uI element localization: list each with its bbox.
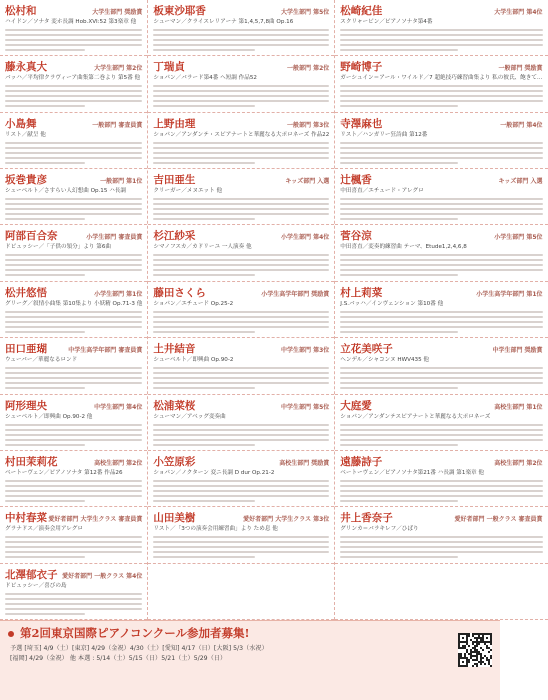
entry-header — [153, 3, 329, 18]
performer-entry — [335, 395, 547, 451]
performer-entry — [148, 282, 334, 338]
performer-name: 田口亜瑚 — [5, 343, 47, 356]
entry-header — [340, 454, 542, 469]
performer-name: 大庭愛 — [340, 399, 372, 412]
category-award: キッズ部門 入選 — [285, 178, 330, 186]
performer-entry — [335, 56, 547, 112]
category-award: 一般部門 第4位 — [500, 121, 543, 129]
category-award: 小学生部門 第4位 — [281, 234, 330, 242]
program-title: スクリャービン／ピアノソナタ第4番 — [340, 19, 433, 25]
bio-text — [153, 480, 329, 502]
performer-name: 吉田亜生 — [153, 174, 196, 187]
category-award: 大学生部門 第2位 — [94, 65, 143, 73]
program-title: ベートーヴェン／ピアノソナタ 第12番 作品26 — [5, 469, 123, 476]
category-award: 高校生部門 第2位 — [94, 459, 143, 467]
entry-header — [153, 172, 329, 187]
program-title: シューベルト／即興曲 Op.90-2 — [153, 357, 234, 364]
program-title: シューマン／アベッグ変奏曲 — [153, 413, 226, 420]
bio-text — [340, 142, 542, 164]
bio-text — [5, 142, 142, 164]
bio-text — [153, 198, 329, 220]
performer-entry — [148, 0, 334, 56]
recruitment-banner — [0, 620, 500, 700]
category-award: 愛好者部門 一般クラス 審査員賞 — [454, 516, 543, 524]
entry-header — [5, 59, 142, 74]
category-award: 小学生高学年部門 第1位 — [476, 290, 543, 298]
qr-code-icon[interactable] — [458, 633, 492, 667]
bio-text — [340, 198, 542, 220]
performer-name: 阿部百合奈 — [5, 230, 58, 243]
bio-text — [153, 424, 329, 446]
performer-entry — [0, 282, 147, 338]
bio-text — [340, 367, 542, 389]
entry-header — [340, 398, 542, 413]
bio-text — [340, 424, 542, 446]
entry-header — [340, 3, 542, 18]
bio-text — [5, 29, 142, 51]
performer-name: 小島舞 — [5, 117, 37, 130]
performer-entry — [335, 169, 547, 225]
performer-entry — [148, 225, 334, 281]
performer-entry — [335, 113, 547, 169]
program-title: リスト／献呈 他 — [5, 131, 46, 138]
program-title: ドビュッシー／「子供の領分」より 第6曲 — [5, 244, 112, 251]
category-award: 一般部門 第2位 — [287, 65, 330, 73]
bio-text — [5, 480, 142, 502]
entry-header — [5, 116, 142, 131]
performer-name: 坂巻貴彦 — [5, 174, 47, 187]
bio-text — [153, 536, 329, 558]
bio-text — [340, 29, 542, 51]
category-award: 高校生部門 奨励賞 — [279, 459, 330, 467]
recruitment-title — [8, 625, 448, 641]
program-title: ガーシュイン＝アール・ワイルド／7 超絶技巧練習曲集より 私の彼氏、飽きて… — [340, 75, 543, 82]
entry-header — [5, 3, 142, 18]
performer-entry — [148, 395, 334, 451]
category-award: 大学生部門 第4位 — [494, 9, 543, 16]
bio-text — [340, 536, 542, 558]
program-title: シューマン／クライスレリアーナ 第1,4,5,7,8曲 Op.16 — [153, 19, 294, 25]
program-title: ショパン／アンダンテ・スピアナートと華麗なる大ポロネーズ 作品22 — [153, 131, 330, 138]
entry-header — [5, 454, 142, 469]
performer-entry — [148, 113, 334, 169]
performer-name: 井上香奈子 — [340, 512, 393, 525]
performer-name: 立花美咲子 — [340, 343, 393, 356]
bio-text — [5, 593, 142, 615]
entry-header — [153, 398, 329, 413]
bio-text — [153, 142, 329, 164]
program-title: グラナドス／演奏会用アレグロ — [5, 526, 83, 533]
performer-name: 野崎博子 — [340, 61, 383, 74]
program-title: シューベルト／即興曲 Op.90-2 他 — [5, 413, 93, 420]
entry-header — [5, 510, 142, 525]
program-title: ウェーバー／華麗なるロンド — [5, 357, 78, 364]
performer-name: 板東沙耶香 — [153, 5, 206, 17]
bio-text — [153, 254, 329, 276]
entry-header — [340, 285, 542, 300]
performer-name: 松崎紀佳 — [340, 5, 383, 17]
category-award: 大学生部門 奨励賞 — [92, 9, 143, 16]
category-award: 一般部門 第3位 — [287, 121, 330, 129]
program-title: バッハ／平均律クラヴィーア曲集第二巻より 第5番 他 — [5, 75, 141, 82]
category-award: 小学生部門 第5位 — [494, 234, 543, 242]
performer-entry — [148, 564, 334, 620]
category-award: キッズ部門 入選 — [498, 178, 543, 186]
performer-entry — [0, 225, 147, 281]
category-award: 愛好者部門 大学生クラス 第3位 — [243, 516, 330, 524]
category-award: 小学生部門 審査員賞 — [86, 234, 143, 242]
performer-name: 遠藤詩子 — [340, 455, 383, 468]
performer-name: 寺澤麻也 — [340, 117, 383, 130]
entry-header — [5, 285, 142, 300]
entry-header — [340, 116, 542, 131]
category-award: 中学生高学年部門 審査員賞 — [68, 347, 143, 355]
performer-entry — [335, 282, 547, 338]
program-title: グリーグ／叙情小曲集 第10集より 小妖精 Op.71-3 他 — [5, 300, 143, 307]
performer-entry — [148, 56, 334, 112]
program-title: シマノフスカ／カドリーユ 一人演奏 他 — [153, 244, 252, 251]
program-title: シューベルト／さすらい人幻想曲 Op.15 ハ長調 — [5, 188, 126, 195]
program-title: グリンカ＝バラキレフ／ひばり — [340, 526, 419, 533]
performer-entry — [0, 0, 147, 56]
program-title: J.S.バッハ／インヴェンション 第10番 他 — [340, 300, 444, 307]
performer-name: 杉江紗采 — [153, 230, 196, 243]
entry-header — [340, 172, 542, 187]
entry-header — [340, 228, 542, 243]
recruitment-title-text: 第2回東京国際ピアノコンクール参加者募集! — [20, 626, 250, 640]
performer-name: 村田茉莉花 — [5, 455, 58, 468]
program-title: ショパン／エチュード Op.25-2 — [153, 300, 234, 307]
program-title: 中田喜直／変奏的練習曲 テーマ、Etude1,2,4,6,8 — [340, 244, 467, 251]
bio-text — [5, 536, 142, 558]
bio-text — [5, 311, 142, 333]
bullet-icon — [8, 631, 14, 637]
performer-entry — [0, 395, 147, 451]
performer-name: 松井悠悟 — [5, 286, 47, 299]
performer-entry — [335, 507, 547, 563]
category-award: 愛好者部門 大学生クラス 審査員賞 — [48, 516, 143, 524]
performer-entry — [335, 564, 547, 620]
entry-header — [153, 285, 329, 300]
performer-entry — [335, 225, 547, 281]
performer-entry — [0, 451, 147, 507]
performer-name: 北澤郁衣子 — [5, 568, 58, 581]
performer-entry — [0, 56, 147, 112]
performer-entry — [0, 507, 147, 563]
bio-text — [153, 311, 329, 333]
entry-header — [5, 228, 142, 243]
performer-name: 山田美樹 — [153, 512, 196, 525]
performer-name: 丁瑞貞 — [153, 61, 185, 74]
entry-header — [153, 341, 329, 356]
performer-name: 阿形理央 — [5, 399, 47, 412]
performer-column — [334, 0, 547, 620]
performer-name: 松村和 — [5, 5, 37, 17]
category-award: 中学生部門 奨励賞 — [492, 347, 543, 355]
entry-header — [340, 510, 542, 525]
performer-entry — [335, 338, 547, 394]
performer-name: 小笠原彩 — [153, 455, 196, 468]
category-award: 高校生部門 第2位 — [494, 459, 543, 467]
category-award: 一般部門 第1位 — [100, 178, 143, 186]
program-title: ショパン／アンダンテスピアナートと華麗なる大ポロネーズ — [340, 413, 491, 420]
program-title: リスト／ハンガリー狂詩曲 第12番 — [340, 131, 428, 138]
bio-text — [153, 85, 329, 107]
bio-text — [340, 85, 542, 107]
program-title: クリーガー／メヌエット 他 — [153, 188, 223, 195]
category-award: 一般部門 審査員賞 — [92, 121, 143, 129]
performer-entry — [148, 338, 334, 394]
performer-name: 藤永真大 — [5, 61, 47, 74]
bio-text — [5, 198, 142, 220]
bio-text — [340, 311, 542, 333]
category-award: 高校生部門 第1位 — [494, 403, 543, 411]
program-title: 中田喜直／エチュード・アレグロ — [340, 188, 424, 195]
performer-name: 上野由理 — [153, 117, 196, 130]
entry-header — [153, 59, 329, 74]
performer-entry — [148, 451, 334, 507]
performer-entry — [335, 0, 547, 56]
entry-header — [153, 454, 329, 469]
entry-header — [5, 398, 142, 413]
category-award: 愛好者部門 一般クラス 第4位 — [62, 572, 143, 580]
program-title: ショパン／ノクターン 変ニ長調 D dur Op.21-2 — [153, 469, 275, 476]
performer-name: 松浦菜桜 — [153, 399, 196, 412]
program-title: ベートーヴェン／ピアノソナタ第21番 ハ長調 第1楽章 他 — [340, 469, 485, 476]
performer-entry — [0, 169, 147, 225]
performer-column — [147, 0, 334, 620]
category-award: 中学生部門 第3位 — [281, 347, 330, 355]
program-title: ハイドン／ソナタ 変ホ長調 Hob.XVI:52 第3楽章 他 — [5, 19, 137, 25]
entry-header — [153, 228, 329, 243]
performer-name: 土井結音 — [153, 343, 196, 356]
bio-text — [340, 254, 542, 276]
bio-text — [5, 367, 142, 389]
schedule-line: [福岡] 4/29（金祝） 他 本選 : 5/14（土）5/15（日）5/21（土）5/29（日） — [10, 655, 227, 662]
bio-text — [153, 367, 329, 389]
schedule-line: 予選 [埼玉] 4/9（土）[東京] 4/29（金祝）4/30（土）[愛知] 4/17（日）[大阪] 5/3（水祝） — [10, 645, 268, 652]
category-award: 中学生部門 第4位 — [94, 403, 143, 411]
performer-name: 中村春菜 — [5, 512, 47, 525]
performer-entry — [148, 169, 334, 225]
performer-entry — [0, 564, 147, 620]
category-award: 一般部門 奨励賞 — [498, 65, 543, 73]
entry-header — [5, 567, 142, 582]
bio-text — [5, 85, 142, 107]
bio-text — [153, 29, 329, 51]
performer-entry — [0, 113, 147, 169]
bio-text — [340, 480, 542, 502]
performer-name: 菅谷涼 — [340, 230, 372, 243]
entry-header — [5, 341, 142, 356]
entry-header — [340, 341, 542, 356]
performer-entry — [0, 338, 147, 394]
performer-column — [0, 0, 147, 620]
category-award: 小学生高学年部門 奨励賞 — [261, 290, 330, 298]
bio-text — [5, 424, 142, 446]
performer-name: 辻楓香 — [340, 174, 372, 187]
program-title: ドビュッシー／喜びの島 — [5, 582, 67, 589]
category-award: 中学生部門 第5位 — [281, 403, 330, 411]
performer-entry — [335, 451, 547, 507]
entry-header — [153, 510, 329, 525]
program-title: ヘンデル／シャコンヌ HWV435 他 — [340, 357, 430, 364]
entry-header — [5, 172, 142, 187]
performer-entry — [148, 507, 334, 563]
performer-name: 村上莉菜 — [340, 286, 383, 299]
bio-text — [5, 254, 142, 276]
category-award: 小学生部門 第1位 — [94, 290, 143, 298]
entry-header — [153, 116, 329, 131]
program-title: ショパン／バラード第4番 ヘ短調 作品52 — [153, 75, 257, 82]
category-award: 大学生部門 第5位 — [281, 9, 330, 16]
program-title: リスト／「3つの演奏会用練習曲」より ため息 他 — [153, 526, 278, 533]
performer-name: 藤田さくら — [153, 286, 206, 299]
entry-header — [340, 59, 542, 74]
